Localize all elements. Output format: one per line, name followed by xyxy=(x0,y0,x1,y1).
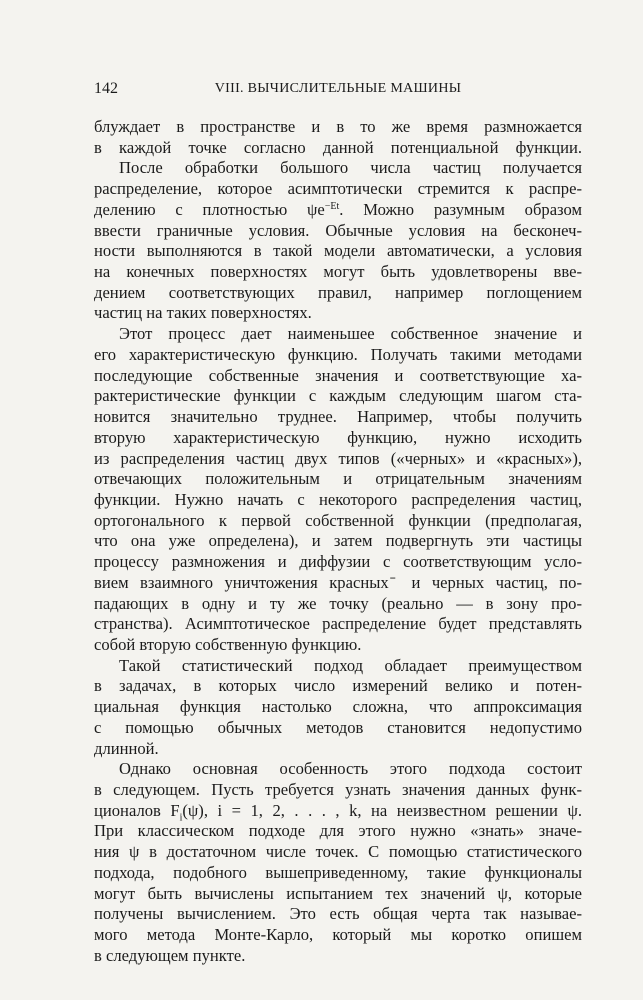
text-line: Такой статистический подход обладает преимуществом xyxy=(119,655,582,675)
text-line: ния ψ в достаточном числе точек. С помощью статистического xyxy=(94,842,582,862)
text-line: подхода, подобного вышеприведенному, такие функционалы xyxy=(94,862,582,882)
text-fragment: ционалов F xyxy=(94,800,180,820)
text-line: процессу размножения и диффузии с соответствующим усло- xyxy=(94,552,582,572)
text-line: длинной. xyxy=(94,738,159,758)
running-title: VIII. ВЫЧИСЛИТЕЛЬНЫЕ МАШИНЫ xyxy=(214,81,462,96)
body-text xyxy=(94,117,582,966)
text-line: мого метода Монте-Карло, который мы коротко опишем xyxy=(94,925,582,945)
text-line: Этот процесс дает наименьшее собственное значение и xyxy=(119,324,582,344)
text-line: При классическом подходе для этого нужно «знать» значе- xyxy=(94,821,582,841)
text-line: из распределения частиц двух типов («черных» и «красных»), xyxy=(94,448,582,468)
text-line: новится значительно труднее. Например, чтобы получить xyxy=(94,407,582,427)
text-line: в каждой точке согласно данной потенциальной функции. xyxy=(94,137,582,157)
text-line: что она уже определена), и затем подвергнуть эти частицы xyxy=(94,531,582,551)
text-fragment: . Можно разумным образом xyxy=(339,199,582,219)
formula-subscript: i xyxy=(179,812,183,822)
text-line: получены вычислением. Это есть общая черта так называе- xyxy=(94,904,582,924)
text-line: дением соответствующих правил, например поглощением xyxy=(94,282,582,302)
text-fragment: (ψ), i = 1, 2, . . . , k, на неизвестном решении ψ. xyxy=(182,800,582,820)
text-line: его характеристическую функцию. Получать такими методами xyxy=(94,344,582,364)
text-line: циальная функция настолько сложна, что аппроксимация xyxy=(94,697,582,717)
text-line: частиц на таких поверхностях. xyxy=(94,303,312,323)
text-line: вием взаимного уничтожения красных ̄ и черных частиц, по- xyxy=(94,572,582,592)
text-line: в следующем. Пусть требуется узнать значения данных функ- xyxy=(94,780,582,799)
text-line: с помощью обычных методов становится недопустимо xyxy=(94,717,582,737)
text-line: ности выполняются в такой модели автоматически, а условия xyxy=(94,241,582,261)
text-line: функции. Нужно начать с некоторого распределения частиц, xyxy=(94,489,582,509)
formula-line xyxy=(94,200,582,221)
text-line: в следующем пункте. xyxy=(94,945,246,965)
text-line: Однако основная особенность этого подхода состоит xyxy=(119,759,582,779)
formula-line xyxy=(94,801,582,822)
text-fragment: делению с плотностью ψe xyxy=(94,199,325,219)
text-line: собой вторую собственную функцию. xyxy=(94,634,362,654)
text-line: распределение, которое асимптотически стремится к распре- xyxy=(94,179,582,199)
page-number: 142 xyxy=(94,80,118,97)
text-line: в задачах, в которых число измерений велико и потен- xyxy=(94,676,582,696)
text-line: ортогонального к первой собственной функции (предполагая, xyxy=(94,510,582,530)
formula-superscript: −Et xyxy=(324,200,340,212)
text-line: блуждает в пространстве и в то же время размножается xyxy=(94,117,582,136)
text-line: ввести граничные условия. Обычные условия на бесконеч- xyxy=(94,220,582,240)
text-line: на конечных поверхностях могут быть удовлетворены вве- xyxy=(94,262,582,282)
page-header xyxy=(94,80,582,102)
text-line: рактеристические функции с каждым следующим шагом ста- xyxy=(94,386,582,406)
text-line: отвечающих положительным и отрицательным значениям xyxy=(94,469,582,489)
text-line: падающих в одну и ту же точку (реально — в зону про- xyxy=(94,593,582,613)
text-line: странства). Асимптотическое распределение будет представлять xyxy=(94,614,582,634)
text-line: вторую характеристическую функцию, нужно исходить xyxy=(94,427,582,447)
text-line: После обработки большого числа частиц получается xyxy=(119,158,582,178)
text-line: последующие собственные значения и соответствующие ха- xyxy=(94,365,582,385)
text-line: могут быть вычислены испытанием тех значений ψ, которые xyxy=(94,883,582,903)
